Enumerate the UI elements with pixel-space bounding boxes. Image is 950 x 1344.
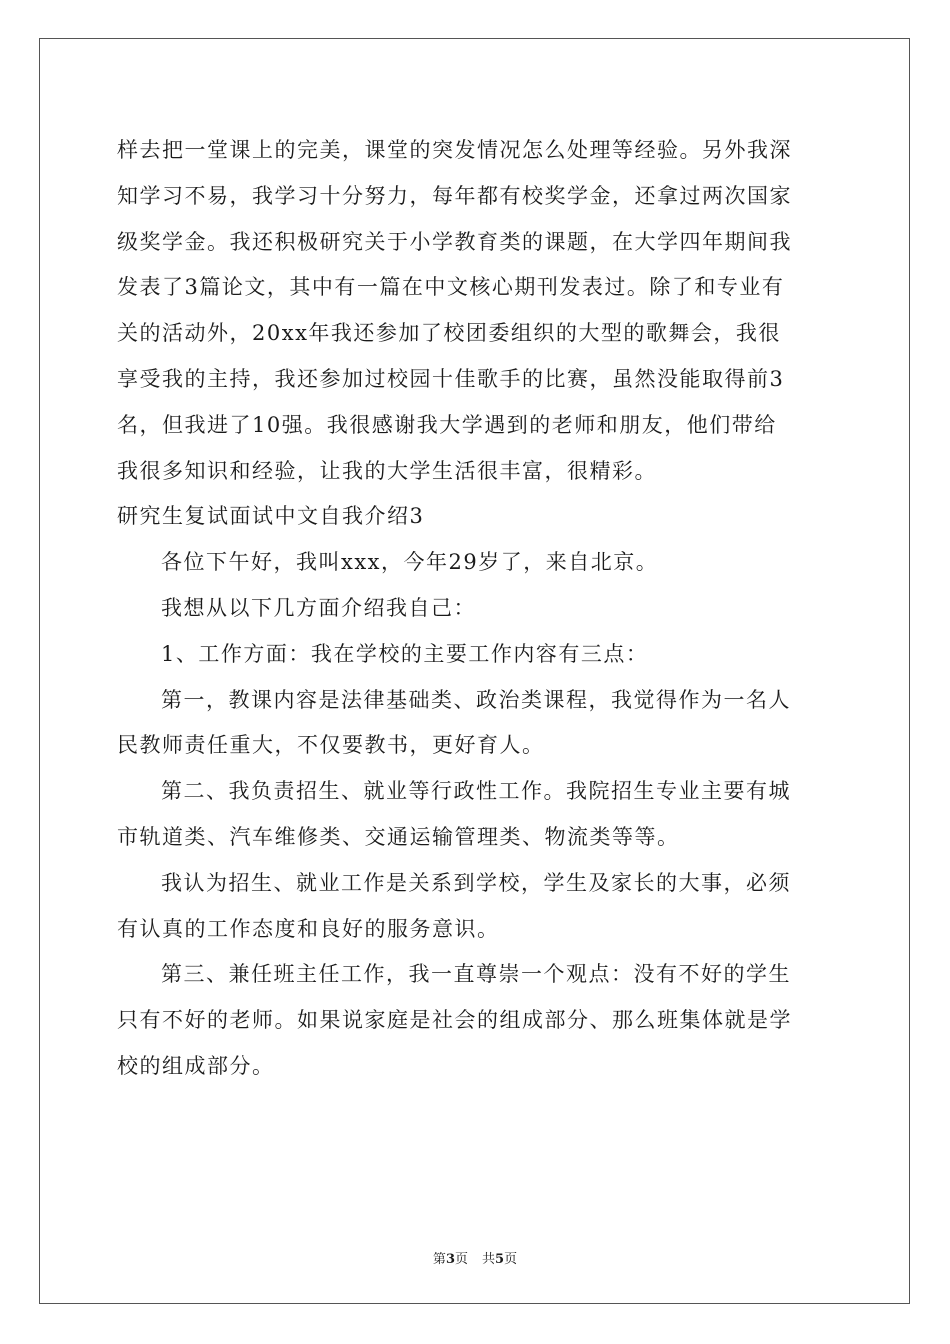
- text-line: 享受我的主持，我还参加过校园十佳歌手的比赛，虽然没能取得前3: [117, 366, 785, 391]
- text-line: 我想从以下几方面介绍我自己：: [161, 595, 476, 620]
- total-pages-number: 5: [495, 1252, 505, 1267]
- text-line: 第二、我负责招生、就业等行政性工作。我院招生专业主要有城: [161, 779, 791, 804]
- footer-prefix: 第: [432, 1252, 446, 1267]
- page-footer: [0, 1248, 950, 1267]
- text-line: 只有不好的老师。如果说家庭是社会的组成部分、那么班集体就是学: [117, 1008, 792, 1033]
- text-line: 校的组成部分。: [117, 1053, 275, 1078]
- text-line: 级奖学金。我还积极研究关于小学教育类的课题，在大学四年期间我: [117, 229, 792, 254]
- text-line: 第三、兼任班主任工作，我一直尊崇一个观点：没有不好的学生: [161, 962, 791, 987]
- text-line: 我认为招生、就业工作是关系到学校，学生及家长的大事，必须: [161, 870, 791, 895]
- text-line: 有认真的工作态度和良好的服务意识。: [117, 916, 500, 941]
- text-line: 关的活动外，20xx年我还参加了校团委组织的大型的歌舞会，我很: [117, 321, 781, 346]
- document-body: [117, 128, 833, 1090]
- current-page-number: 3: [445, 1252, 455, 1267]
- text-line: 样去把一堂课上的完美，课堂的突发情况怎么处理等经验。另外我深: [117, 138, 792, 162]
- text-line: 知学习不易，我学习十分努力，每年都有校奖学金，还拿过两次国家: [117, 183, 792, 208]
- text-line: 名，但我进了10强。我很感谢我大学遇到的老师和朋友，他们带给: [117, 412, 777, 437]
- footer-total-suffix: 页: [504, 1252, 518, 1267]
- text-line: 各位下午好，我叫xxx，今年29岁了，来自北京。: [161, 550, 659, 575]
- footer-total-prefix: 共: [482, 1252, 496, 1267]
- text-line: 市轨道类、汽车维修类、交通运输管理类、物流类等等。: [117, 824, 680, 849]
- text-line: 民教师责任重大，不仅要教书，更好育人。: [117, 733, 545, 758]
- section-heading: 研究生复试面试中文自我介绍3: [117, 504, 425, 529]
- text-line: 1、工作方面：我在学校的主要工作内容有三点：: [161, 641, 649, 666]
- footer-page-word: 页: [454, 1252, 468, 1267]
- text-line: 第一，教课内容是法律基础类、政治类课程，我觉得作为一名人: [161, 687, 791, 712]
- text-line: 发表了3篇论文，其中有一篇在中文核心期刊发表过。除了和专业有: [117, 275, 785, 300]
- text-line: 我很多知识和经验，让我的大学生活很丰富，很精彩。: [117, 458, 657, 483]
